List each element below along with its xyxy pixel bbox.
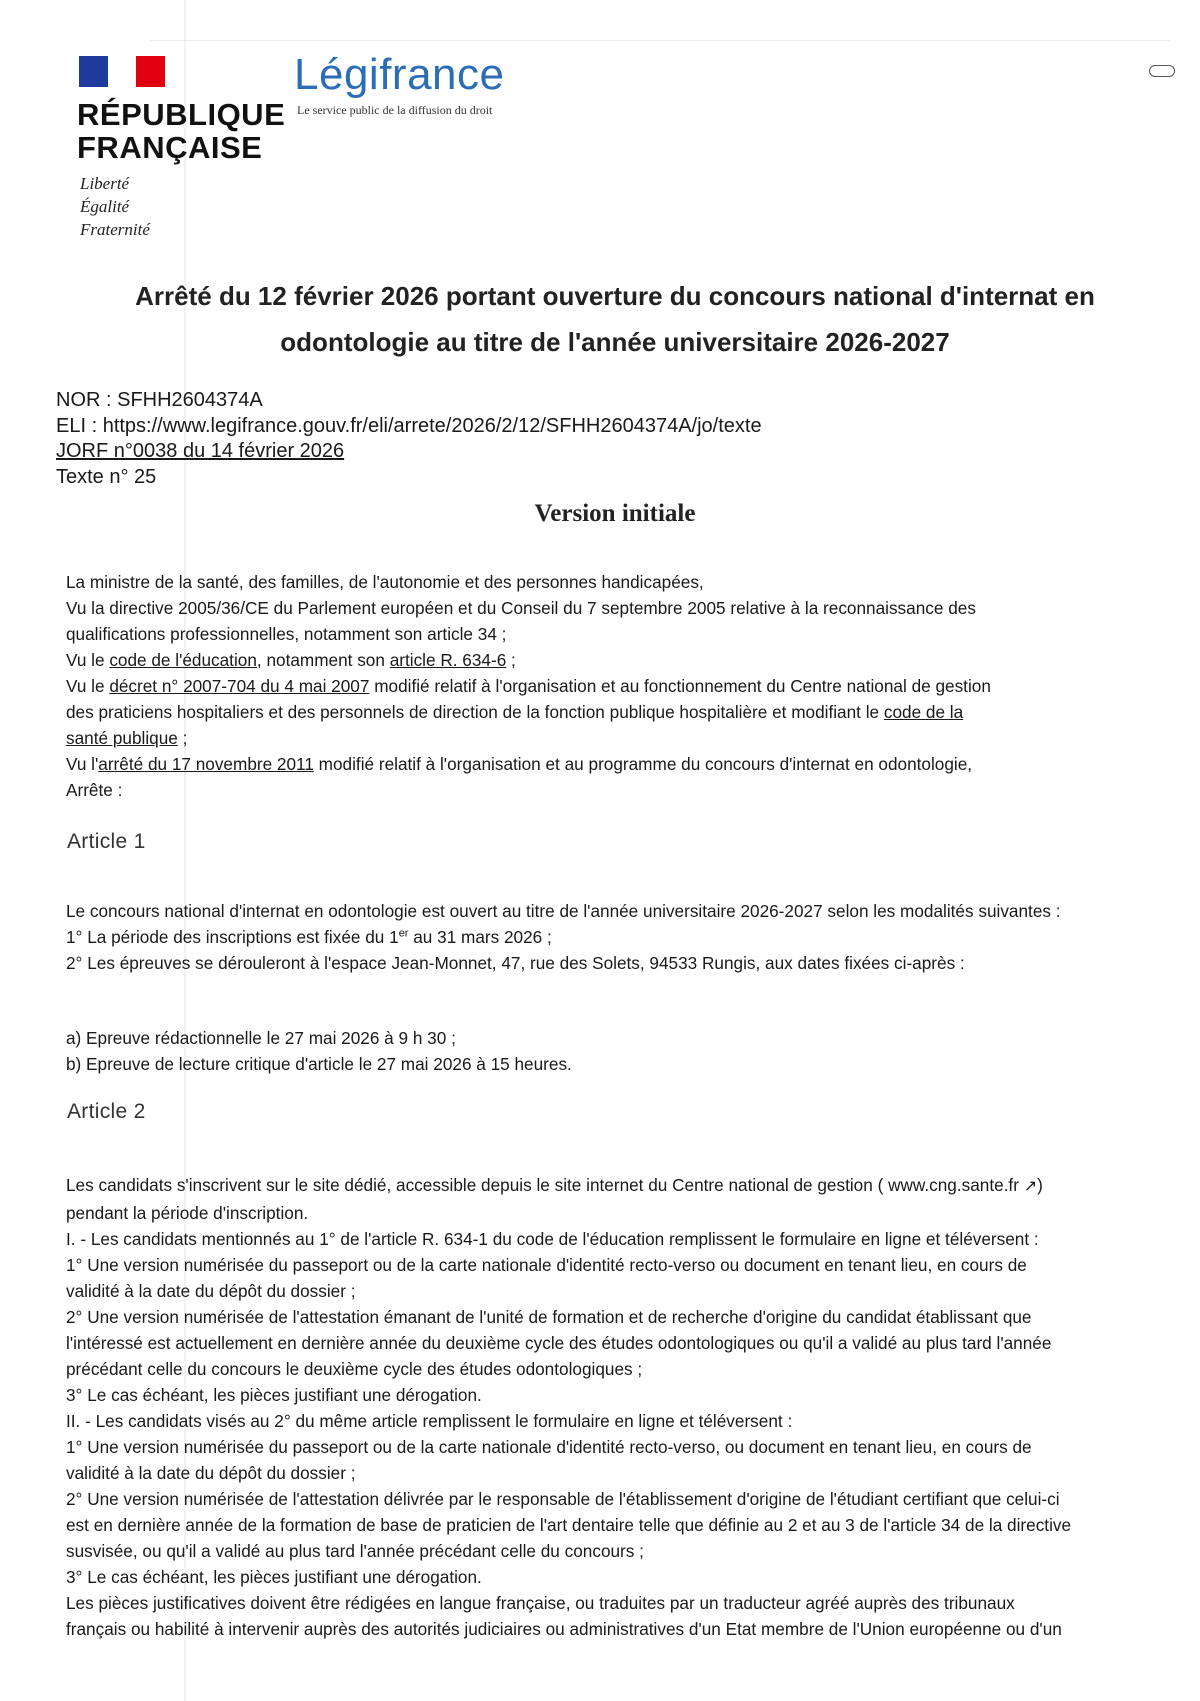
article-1-dates: a) Epreuve rédactionnelle le 27 mai 2026 à 9 h 30 ; b) Epreuve de lecture critique d'article le 27 mai 2026 à 15 heures. <box>66 1028 572 1074</box>
nor-reference: NOR : SFHH2604374A <box>56 389 263 411</box>
eli-link[interactable]: ELI : https://www.legifrance.gouv.fr/eli/arrete/2026/2/12/SFHH2604374A/jo/texte <box>56 414 762 437</box>
republique-francaise-label: RÉPUBLIQUE FRANÇAISE <box>77 97 286 165</box>
code-sante-publique-link[interactable]: code de la <box>883 702 964 722</box>
jorf-link[interactable]: JORF n°0038 du 14 février 2026 <box>56 440 345 462</box>
page-title: Arrêté du 12 février 2026 portant ouverture du concours national d'internat en odontologie au titre de l'année universitaire 2026-2027 <box>135 281 1095 357</box>
texte-number: Texte n° 25 <box>56 465 157 488</box>
article-2-heading: Article 2 <box>67 1100 146 1123</box>
document-meta <box>56 388 762 490</box>
window-control-icon <box>1149 65 1175 77</box>
version-heading: Version initiale <box>534 500 696 527</box>
article-2-body: Les candidats s'inscrivent sur le site dédié, accessible depuis le site internet du Centre national de gestion ( www.cng.sante.fr ↗) pendant la période d'inscription. I. - Les candidats mentionnés au 1° de l'article R. 634-1 du code de l'éducation remplissent le formulaire en ligne et téléversent : 1° Une version numérisée du passeport ou de la carte nationale d'identité recto-verso ou document en tenant lieu, en cours de validité à la date du dépôt du dossier ; 2° Une version numérisée de l'attestation émanant de l'unité de formation et de recherche d'origine du candidat établissant que l'intéressé est actuellement en dernière année du deuxième cycle des études odontologiques ou qu'il a validé au plus tard l'année précédant celle du concours le deuxième cycle des études odontologiques ; 3° Le cas échéant, les pièces justifiant une dérogation. II. - Les candidats visés au 2° du même article remplissent le formulaire en ligne et téléversent : 1° Une version numérisée du passeport ou de la carte nationale d'identité recto-verso, ou document en tenant lieu, en cours de validité à la date du dépôt du dossier ; 2° Une version numérisée de l'attestation délivrée par le responsable de l'établissement d'origine de l'étudiant certifiant que celui-ci est en dernière année de la formation de base de praticien de l'art dentaire telle que définie au 2 et au 3 de l'article 34 de la directive susvisée, ou qu'il a validé au plus tard l'année précédant celle du concours ; 3° Le cas échéant, les pièces justifiant une dérogation. Les pièces justificatives doivent être rédigées en langue française, ou traduites par un traducteur agréé auprès des tribunaux français ou habilité à intervenir auprès des autorités judiciaires ou administratives d'un Etat membre de l'Union européenne ou d'un <box>66 1175 1072 1639</box>
arrete-2011-link[interactable]: arrêté du 17 novembre 2011 <box>98 754 314 774</box>
legifrance-logo[interactable]: Légifrance <box>294 50 505 99</box>
legifrance-subtitle: Le service public de la diffusion du droit <box>297 103 493 117</box>
code-sante-publique-link-cont[interactable]: santé publique <box>66 728 178 748</box>
external-link-icon[interactable]: ↗ <box>1023 1178 1038 1195</box>
decret-2007-704-link[interactable]: décret n° 2007-704 du 4 mai 2007 <box>109 676 370 696</box>
article-1-heading: Article 1 <box>67 830 146 853</box>
article-r634-6-link[interactable]: article R. 634-6 <box>389 650 507 670</box>
preamble: La ministre de la santé, des familles, de l'autonomie et des personnes handicapées, Vu la directive 2005/36/CE du Parlement européen et du Conseil du 7 septembre 2005 relative à la reconnaissance des qualifications professionnelles, notamment son article 34 ; Vu le code de l'éducation, notamment son article R. 634-6 ; Vu le décret n° 2007-704 du 4 mai 2007 modifié relatif à l'organisation et au fonctionnement du Centre national de gestion des praticiens hospitaliers et des personnels de direction de la fonction publique hospitalière et modifiant le code de la santé publique ; Vu l'arrêté du 17 novembre 2011 modifié relatif à l'organisation et au programme du concours d'internat en odontologie, Arrête : <box>66 572 991 800</box>
scan-top-line <box>150 40 1170 41</box>
republic-motto: Liberté Égalité Fraternité <box>80 174 150 239</box>
marianne-flag-logo <box>79 56 165 87</box>
article-1-body: Le concours national d'internat en odontologie est ouvert au titre de l'année universitaire 2026-2027 selon les modalités suivantes : 1° La période des inscriptions est fixée du 1er au 31 mars 2026 ; 2° Les épreuves se dérouleront à l'espace Jean-Monnet, 47, rue des Solets, 94533 Rungis, aux dates fixées ci-après : <box>66 901 1061 973</box>
code-education-link[interactable]: code de l'éducation <box>109 650 257 670</box>
